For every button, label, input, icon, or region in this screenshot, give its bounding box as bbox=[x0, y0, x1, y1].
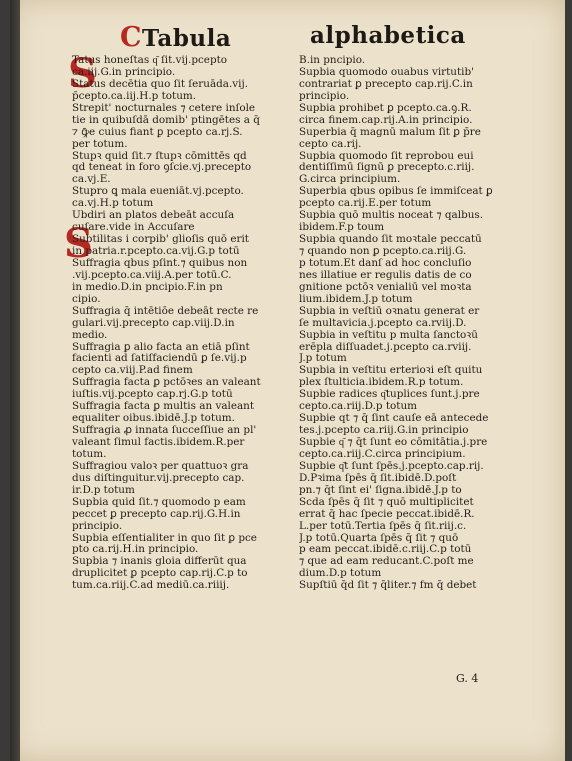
index-entry-line: in patria.r.pcepto.ca.vij.G.p totū bbox=[72, 246, 240, 257]
index-entry-line: Supbia in veſtiū oꝛnatu generat er bbox=[299, 305, 480, 317]
index-entry-line: Supbia prohibet ꝑ pcepto.ca.ꝯ.R. bbox=[299, 102, 472, 114]
index-entry-line: tes.j.pcepto ca.riij.G.in principio bbox=[299, 425, 469, 437]
index-entry-line: .vij.pcepto.ca.viij.A.per totū.C. bbox=[72, 269, 232, 281]
book-page bbox=[10, 0, 565, 761]
index-entry-line: Tatus honeſtas q͂ ſit.vij.pcepto bbox=[72, 55, 228, 66]
index-entry-line: pcepto ca.rij.E.per totum bbox=[299, 198, 432, 210]
index-entry-line: ⁊ quando non ꝑ pcepto.ca.riij.G. bbox=[299, 246, 467, 257]
index-entry-line: cepto.ca.riij.C.circa principium. bbox=[299, 448, 466, 460]
index-entry-line: Scda ſpēs q̄ ſit ⁊ quō multiplicitet bbox=[299, 496, 474, 508]
signature-mark: G. 4 bbox=[456, 672, 479, 685]
index-entry-line: p totum.Et danſ ad hoc concluſio bbox=[299, 257, 472, 269]
index-entry-line: Supbia quomodo ſit reprobou eui bbox=[299, 150, 474, 162]
index-entry-line: Supbia quomodo ouabus virtutib' bbox=[299, 66, 475, 78]
index-entry-line: medio. bbox=[72, 329, 108, 341]
index-entry-line: ir.D.p totum bbox=[72, 484, 135, 496]
index-entry-line: circa finem.cap.rij.A.in principio. bbox=[299, 114, 473, 126]
index-entry-line: Superbia qbus opibus ſe immiſceat ꝑ bbox=[299, 186, 493, 198]
index-entry-line: ⁊ que ad eam reducant.C.poſt me bbox=[299, 556, 474, 568]
index-entry-line: pto ca.rij.H.in principio. bbox=[72, 544, 199, 556]
index-entry-line: Suffragia q̄ intētiōe debeāt recte re bbox=[72, 305, 259, 317]
index-entry-line: Supbie q͂ ⁊ q̄t ſunt eo cōmitātia.j.pre bbox=[299, 437, 488, 448]
index-entry-line: Stupꝛ quid ſit.⁊ ſtupꝛ cōmittēs qd bbox=[72, 150, 247, 162]
index-entry-line: tum.ca.riij.C.ad mediū.ca.riiij. bbox=[72, 580, 230, 592]
index-entry-line: G.circa principium. bbox=[299, 174, 401, 186]
index-entry-line: Supbia quando ſit moꝛtale peccatū bbox=[299, 234, 482, 246]
index-entry-line: dium.D.p totum bbox=[299, 568, 382, 580]
index-entry-line: cepto ca.viij.P.ad finem bbox=[72, 365, 193, 377]
index-entry-line: erēpla diſſuadet.j.pcepto ca.rviij. bbox=[299, 341, 472, 353]
index-entry-line: Superbia q̄ magnū malum ſit ꝑ p̄re bbox=[299, 126, 481, 138]
index-entry-line: cuſare.vide in Accuſare bbox=[72, 222, 195, 234]
index-entry-line: principio. bbox=[299, 90, 350, 102]
index-entry-line: peccet ꝑ precepto cap.rij.G.H.in bbox=[72, 508, 241, 520]
index-entry-line: Supbia quō multis noceat ⁊ qalbus. bbox=[299, 210, 484, 222]
index-entry-line: gnitione pctōꝛ venialiū vel moꝛta bbox=[299, 281, 472, 293]
index-entry-line: Suffragia ꝑ alio facta an etiā pſint bbox=[72, 341, 250, 353]
left-column-entries bbox=[72, 55, 287, 592]
index-entry-line: Supbia quid ſit.⁊ quomodo p eam bbox=[72, 496, 246, 508]
index-entry-line: principio. bbox=[72, 520, 123, 532]
index-entry-line: Subtilitas i corpib' glioſis quō erit bbox=[72, 234, 249, 246]
index-entry-line: Suffragia facta ꝑ pctōꝛes an valeant bbox=[72, 377, 261, 389]
header-left-text: Tabula bbox=[142, 25, 232, 52]
index-entry-line: errat q̄ hac ſpecie peccat.ibidē.R. bbox=[299, 508, 475, 520]
index-entry-line: cepto.ca.riij.D.p totum bbox=[299, 401, 417, 413]
index-entry-line: ca.iij.G.in principio. bbox=[72, 66, 176, 78]
index-entry-line: Supbie q͂t ſunt ſpēs.j.pcepto.cap.rij. bbox=[299, 460, 484, 472]
index-entry-line: ⁊ ꝙ̄e cuius fiant ꝑ pcepto ca.rj.S. bbox=[72, 126, 243, 138]
index-entry-line: iuſtis.vij.pcepto cap.rj.G.p totū bbox=[72, 389, 233, 401]
index-entry-line: totum. bbox=[72, 448, 107, 460]
index-entry-line: qd teneat in foro ꝯſcie.vj.precepto bbox=[72, 162, 252, 174]
index-entry-line: Supbie qt ⁊ q̄ ſint cauſe eā antecede bbox=[299, 413, 489, 425]
index-entry-line: equaliter oibus.ibidē.J.p totum. bbox=[72, 413, 235, 425]
index-entry-line: cipio. bbox=[72, 293, 101, 305]
index-entry-line: ca.vj.H.p totum bbox=[72, 198, 154, 210]
index-entry-line: dentiſſimū ſignū ꝑ precepto.c.riij. bbox=[299, 162, 475, 174]
index-entry-line: Supbia eſſentialiter in quo ſit ꝑ pce bbox=[72, 532, 257, 544]
index-entry-line: Supbie radices q͂tuplices ſunt.j.pre bbox=[299, 389, 480, 401]
index-entry-line: Supbia in veſtitu erterioꝛi eſt quitu bbox=[299, 365, 483, 377]
header-right: alphabetica bbox=[310, 22, 466, 49]
index-entry-line: Supbia ⁊ inanis gloia differūt qua bbox=[72, 556, 247, 568]
index-entry-line: cepto ca.rij. bbox=[299, 138, 362, 150]
index-entry-line: lium.ibidem.J.p totum bbox=[299, 293, 413, 305]
index-entry-line: contrariat ꝑ precepto cap.rij.C.in bbox=[299, 78, 473, 90]
index-entry-line: gulari.vij.precepto cap.viij.D.in bbox=[72, 317, 235, 329]
index-entry-line: plex ſtulticia.ibidem.R.p totum. bbox=[299, 377, 464, 389]
index-entry-line: Suffragia qbus pſint.⁊ quibus non bbox=[72, 257, 248, 269]
index-entry-line: Suffragia ꝓ innata ſucceſſiue an pl' bbox=[72, 425, 257, 437]
index-entry-line: druplicitet ꝑ pcepto cap.rij.C.p to bbox=[72, 568, 248, 580]
header-left bbox=[120, 22, 231, 53]
index-entry-line: facienti ad ſatiſfaciendū ꝑ ſe.vij.p bbox=[72, 353, 247, 365]
index-entry-line: Status decētia quo ſit ſeruāda.vij. bbox=[72, 78, 249, 90]
index-entry-line: Ubdiri an platos debeāt accuſa bbox=[72, 210, 235, 222]
index-entry-line: Suffragiou valoꝛ per quattuoꝛ gra bbox=[72, 460, 249, 472]
index-entry-line: Stupro ꝗ mala eueniāt.vj.pcepto. bbox=[72, 186, 244, 198]
index-entry-line: p eam peccat.ibidē.c.riij.C.p totū bbox=[299, 544, 472, 556]
index-entry-line: Supbia in veſtitu p multa ſanctoꝛū bbox=[299, 329, 478, 341]
index-entry-line: J.p totum bbox=[299, 353, 347, 365]
index-entry-line: dus diſtinguitur.vij.precepto cap. bbox=[72, 472, 245, 484]
index-entry-line: in medio.D.in pncipio.F.in pn bbox=[72, 281, 223, 293]
index-entry-line: per totum. bbox=[72, 138, 128, 150]
index-entry-line: nes illatiue er regulis datis de co bbox=[299, 269, 472, 281]
index-entry-line: pn.⁊ q̄t ſint ei' ſigna.ibidē.J.p to bbox=[299, 484, 462, 496]
index-entry-line: ibidem.F.p toum bbox=[299, 222, 385, 234]
index-entry-line: Supſtiū q̄d ſit ⁊ q̄liter.⁊ fm q̄ debet bbox=[299, 580, 477, 592]
index-entry-line: p̄cepto.ca.iij.H.p totum. bbox=[72, 90, 197, 102]
dropcap-initial: S bbox=[64, 220, 93, 267]
header-rubricated-initial: C bbox=[120, 22, 142, 53]
index-entry-line: B.in pncipio. bbox=[299, 55, 366, 66]
index-entry-line: ſe multavicia.j.pcepto ca.rviij.D. bbox=[299, 317, 467, 329]
index-entry-line: valeant ſimul factis.ibidem.R.per bbox=[72, 437, 245, 448]
index-entry-line: tie in quibuſdā domib' ptingētes a q̄ bbox=[72, 114, 260, 126]
right-column-entries bbox=[299, 55, 519, 592]
index-entry-line: Strepit' nocturnales ⁊ cetere inſole bbox=[72, 102, 256, 114]
index-entry-line: ca.vj.E. bbox=[72, 174, 111, 186]
index-entry-line: Suffragia facta ꝑ multis an valeant bbox=[72, 401, 255, 413]
index-entry-line: J.p totū.Quarta ſpēs q̄ ſit ⁊ quō bbox=[299, 532, 459, 544]
index-entry-line: D.Pꝛima ſpēs q̄ ſit.ibidē.D.poſt bbox=[299, 472, 457, 484]
index-entry-line: L.per totū.Tertia ſpēs q̄ ſit.riij.c. bbox=[299, 520, 467, 532]
dropcap-initial: S bbox=[68, 50, 97, 97]
book-gutter bbox=[10, 0, 20, 761]
